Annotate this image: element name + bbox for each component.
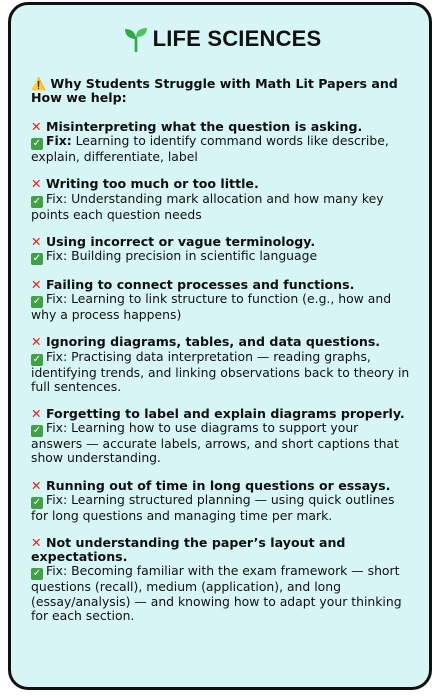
cross-icon: ✕ <box>31 119 42 134</box>
cross-icon: ✕ <box>31 176 42 192</box>
warning-icon: ⚠️ <box>31 77 46 91</box>
cross-icon: ✕ <box>31 233 42 249</box>
check-icon: ✓ <box>32 568 42 580</box>
problem-label: Forgetting to label and explain diagrams properly. <box>45 406 405 422</box>
fix-text <box>31 350 413 394</box>
problem-text <box>31 479 413 493</box>
card-header <box>31 25 413 53</box>
check-icon: ✓ <box>32 195 42 207</box>
check-icon: ✓ <box>32 296 42 308</box>
problem-text <box>31 177 413 191</box>
fix-text <box>31 292 413 322</box>
list-item <box>31 407 413 466</box>
check-icon: ✓ <box>32 496 42 508</box>
fix-text <box>31 564 413 623</box>
problem-label: Failing to connect processes and functions. <box>45 277 355 293</box>
fix-description: Fix: Building precision in scientific language <box>46 248 318 264</box>
cross-icon: ✕ <box>31 277 42 293</box>
check-icon: ✓ <box>32 138 42 150</box>
page-title: LIFE SCIENCES <box>152 26 322 51</box>
fix-label: Fix: <box>46 133 72 149</box>
list-item <box>31 120 413 164</box>
intro-text: Why Students Struggle with Math Lit Papers and How we help: <box>31 76 398 105</box>
list-item <box>31 479 413 523</box>
check-icon: ✓ <box>32 253 42 265</box>
cross-icon: ✕ <box>31 535 42 551</box>
struggle-list <box>31 120 413 623</box>
fix-text <box>31 134 413 164</box>
problem-text <box>31 335 413 349</box>
fix-text <box>31 192 413 222</box>
problem-label: Writing too much or too little. <box>45 176 259 192</box>
fix-description: Fix: Learning structured planning — using quick outlines for long questions and managing time per mark. <box>31 491 395 523</box>
check-icon: ✓ <box>32 425 42 437</box>
list-item <box>31 278 413 322</box>
fix-description: Learning to identify command words like describe, explain, differentiate, label <box>31 133 389 165</box>
problem-text <box>31 407 413 421</box>
cross-icon: ✕ <box>31 334 42 350</box>
fix-description: Fix: Learning to link structure to function (e.g., how and why a process happens) <box>31 291 392 323</box>
list-item <box>31 177 413 221</box>
problem-text <box>31 235 413 249</box>
problem-label: Not understanding the paper’s layout and expectations. <box>31 535 346 565</box>
info-card <box>8 2 432 690</box>
check-icon: ✓ <box>32 353 42 365</box>
cross-icon: ✕ <box>31 477 42 493</box>
problem-text <box>31 536 413 564</box>
fix-text <box>31 421 413 465</box>
intro-heading <box>31 77 413 105</box>
fix-description: Fix: Understanding mark allocation and how many key points each question needs <box>31 190 384 222</box>
problem-text <box>31 278 413 292</box>
fix-text <box>31 493 413 523</box>
sprout-icon <box>123 26 149 52</box>
fix-text <box>31 249 413 265</box>
problem-text <box>31 120 413 134</box>
problem-label: Using incorrect or vague terminology. <box>45 233 316 249</box>
fix-description: Fix: Becoming familiar with the exam framework — short questions (recall), medium (application), and long (essay/analysis) — and knowing how to adapt your thinking for each section. <box>31 563 402 623</box>
problem-label: Misinterpreting what the question is asking. <box>45 119 363 134</box>
problem-label: Running out of time in long questions or essays. <box>45 477 391 493</box>
problem-label: Ignoring diagrams, tables, and data questions. <box>45 334 381 350</box>
list-item <box>31 536 413 623</box>
fix-description: Fix: Learning how to use diagrams to support your answers — accurate labels, arrows, and short captions that show understanding. <box>31 420 399 466</box>
list-item <box>31 235 413 265</box>
fix-description: Fix: Practising data interpretation — reading graphs, identifying trends, and linking observations back to theory in full sentences. <box>31 348 410 394</box>
list-item <box>31 335 413 394</box>
cross-icon: ✕ <box>31 406 42 422</box>
